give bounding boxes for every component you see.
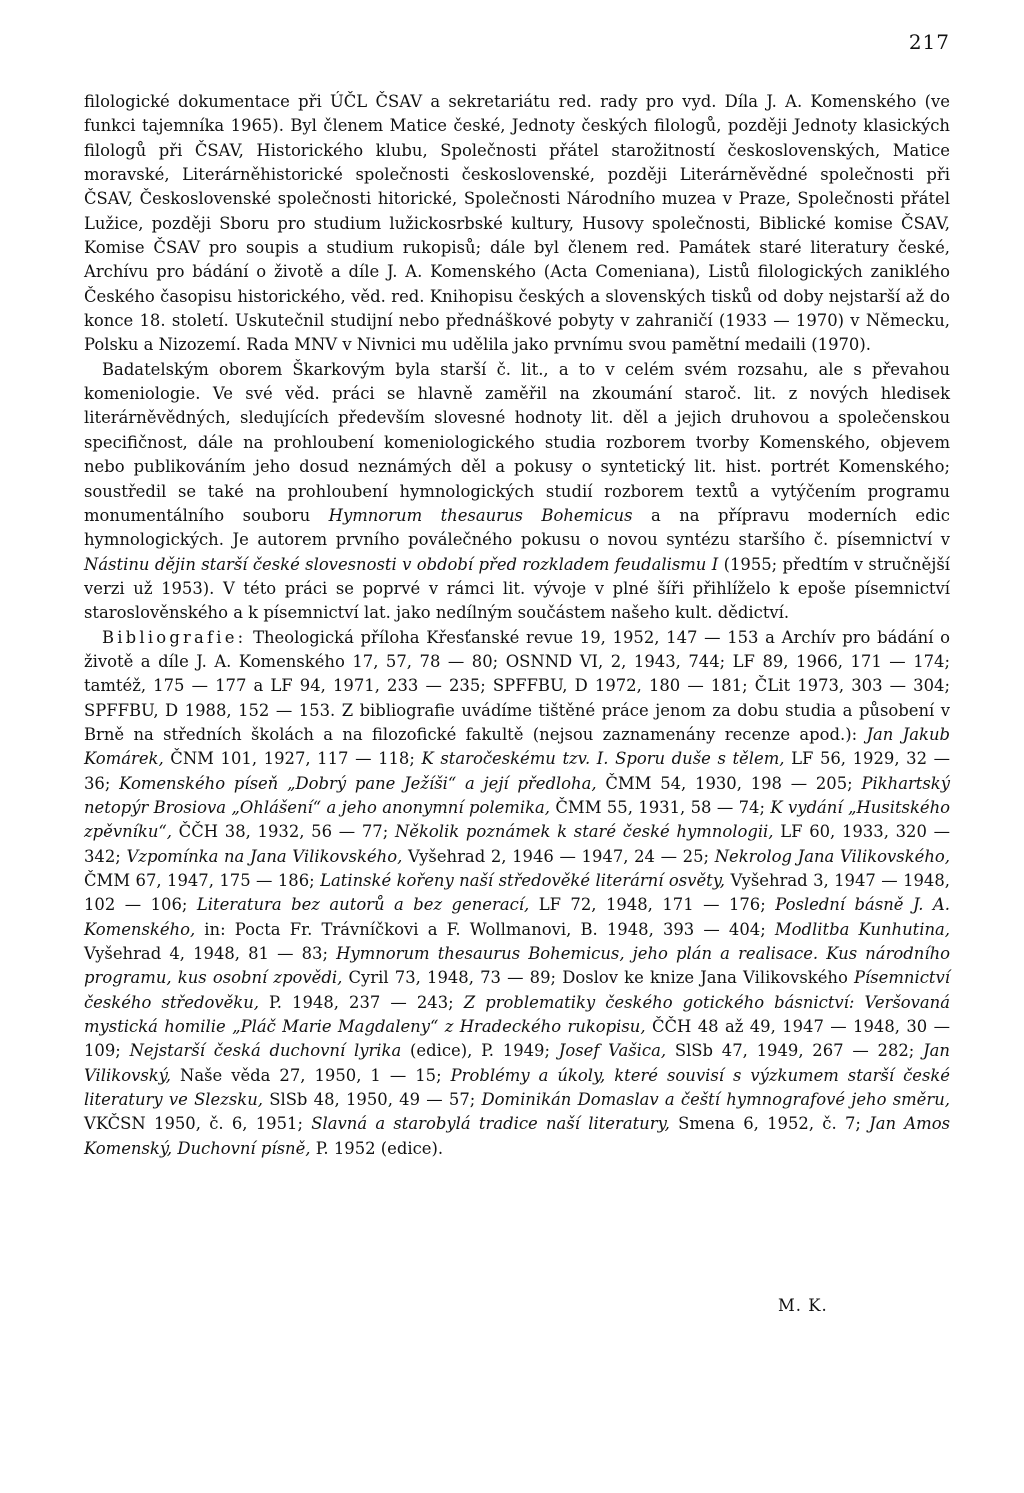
- body-text: [84, 90, 950, 1161]
- italic-title-run: Nejstarší česká duchovní lyrika: [129, 1041, 402, 1061]
- italic-title-run: Literatura bez autorů a bez generací,: [196, 895, 530, 915]
- italic-title-run: Hymnorum thesaurus Bohemicus: [328, 505, 633, 525]
- italic-title-run: Jan Vilikovský,: [84, 1041, 950, 1085]
- text-run: a na přípravu moderních edic hymnologických. Je autorem prvního poválečného pokusu o novou syntézu staršího č. písemnictví v: [84, 505, 950, 550]
- text-run: Vyšehrad 2, 1946 — 1947, 24 — 25;: [402, 846, 715, 866]
- text-run: Smena 6, 1952, č. 7;: [669, 1114, 870, 1134]
- italic-title-run: K vydání „Husitského zpěvníku“,: [84, 797, 951, 842]
- text-run: (1955; předtím v stručnější verzi už 1953). V této práci se poprvé v rámci lit. vývoje v plné šíři přihlíželo k epoše písemnictví staroslověnského a k písemnictví lat. jako nedílným součástem našeho kult. dědictví.: [84, 554, 950, 623]
- text-run: (edice), P. 1949;: [401, 1041, 559, 1061]
- italic-title-run: Latinské kořeny naší středověké literární osvěty,: [320, 871, 726, 890]
- paragraph-research: [84, 358, 950, 626]
- text-run: ČČH 48 až 49, 1947 — 1948, 30 — 109;: [84, 1017, 950, 1061]
- text-run: LF 56, 1929, 32 — 36;: [84, 749, 950, 793]
- text-run: VKČSN 1950, č. 6, 1951;: [84, 1114, 312, 1134]
- italic-title-run: Josef Vašica,: [558, 1041, 667, 1061]
- italic-title-run: Dominikán Domaslav a čeští hymnografové jeho směru,: [481, 1090, 950, 1110]
- author-signature: M. K.: [778, 1296, 828, 1315]
- text-run: Theologická příloha Křesťanské revue 19, 1952, 147 — 153 a Archív pro bádání o životě a díle J. A. Komenského 17, 57, 78 — 80; OSNND VI, 2, 1943, 744; LF 89, 1966, 171 — 174; tamtéž, 175 — 177 a LF 94, 1971, 233 — 235; SPFFBU, D 1972, 180 — 181; ČLit 1973, 303 — 304; SPFFBU, D 1988, 152 — 153. Z bibliografie uvádíme tištěné práce jenom za dobu studia a působení v Brně na středních školách a na filozofické fakultě (nejsou zaznamenány recenze apod.):: [84, 627, 950, 744]
- text-run: ČMM 67, 1947, 175 — 186;: [84, 871, 321, 890]
- text-run: in: Pocta Fr. Trávníčkovi a F. Wollmanovi, B. 1948, 393 — 404;: [195, 919, 775, 939]
- italic-title-run: Písemnictví českého středověku,: [84, 968, 950, 1012]
- italic-title-run: Vzpomínka na Jana Vilikovského,: [126, 846, 403, 866]
- text-run: P. 1948, 237 — 243;: [258, 992, 464, 1012]
- italic-title-run: Jan Jakub Komárek,: [84, 724, 950, 769]
- text-run: LF 72, 1948, 171 — 176;: [529, 895, 776, 915]
- text-run: Vyšehrad 3, 1947 — 1948, 102 — 106;: [84, 871, 950, 915]
- text-run: filologické dokumentace při ÚČL ČSAV a sekretariátu red. rady pro vyd. Díla J. A. Komenského (ve funkci tajemníka 1965). Byl členem Matice české, Jednoty českých filologů, později Jednoty klasických filologů při ČSAV, Historického klubu, Společnosti přátel starožitností československých, Matice moravské, Literárněhistorické společnosti československé, později Literárněvědné společnosti při ČSAV, Československé společnosti hitorické, Společnosti Národního muzea v Praze, Společnosti přátel Lužice, později Sboru pro studium lužickosrbské kultury, Husovy společnosti, Biblické komise ČSAV, Komise ČSAV pro soupis a studium rukopisů; dále byl členem red. Památek staré literatury české, Archívu pro bádání o životě a díle J. A. Komenského (Acta Comeniana), Listů filologických zaniklého Českého časopisu historického, věd. red. Knihopisu českých a slovenských tisků od doby nejstarší až do konce 18. století. Uskutečnil studijní nebo přednáškové pobyty v zahraničí (1933 — 1970) v Německu, Polsku a Nizozemí. Rada MNV v Nivnici mu udělila jako prvnímu svou pamětní medaili (1970).: [84, 92, 950, 355]
- italic-title-run: Modlitba Kunhutina,: [774, 919, 950, 939]
- italic-title-run: Poslední básně J. A. Komenského,: [84, 895, 950, 939]
- text-run: SlSb 47, 1949, 267 — 282;: [666, 1041, 924, 1061]
- text-run: P. 1952 (edice).: [310, 1138, 444, 1158]
- text-run: LF 60, 1933, 320 — 342;: [84, 822, 950, 866]
- text-run: ČČH 38, 1932, 56 — 77;: [171, 822, 395, 842]
- italic-title-run: Hymnorum thesaurus Bohemicus, jeho plán a realisace. Kus národního programu, kus osobní zpovědi,: [84, 944, 950, 988]
- paragraph-memberships: [84, 90, 950, 358]
- italic-title-run: Jan Amos Komenský, Duchovní písně,: [84, 1114, 950, 1158]
- text-run: Naše věda 27, 1950, 1 — 15;: [170, 1065, 451, 1085]
- italic-title-run: Několik poznámek k staré české hymnologii,: [394, 822, 774, 842]
- text-run: ČNM 101, 1927, 117 — 118;: [163, 749, 422, 769]
- italic-title-run: Komenského píseň „Dobrý pane Ježíši“ a její předloha,: [119, 773, 597, 793]
- text-run: Badatelským oborem Škarkovým byla starší č. lit., a to v celém svém rozsahu, ale s převahou komeniologie. Ve své věd. práci se hlavně zaměřil na zkoumání staroč. lit. z nových hledisek literárněvědných, sledujících především slovesné hodnoty lit. děl a jejich druhovou a společenskou specifičnost, dále na prohloubení komeniologického studia rozborem tvorby Komenského, objevem nebo publikováním jeho dosud neznámých děl a pokusy o syntetický lit. hist. portrét Komenského; soustředil se také na prohloubení hymnologických studií rozborem textů a vytýčením programu monumentálního souboru: [84, 359, 950, 525]
- page-number: 217: [908, 30, 950, 54]
- italic-title-run: Nástinu dějin starší české slovesnosti v období před rozkladem feudalismu I: [84, 554, 719, 574]
- bibliography-heading: Bibliografie:: [102, 627, 247, 647]
- text-run: ČMM 54, 1930, 198 — 205;: [596, 773, 862, 793]
- italic-title-run: K staročeskému tzv. I. Sporu duše s tělem,: [421, 749, 785, 769]
- text-run: Cyril 73, 1948, 73 — 89; Doslov ke knize Jana Vilikovského: [342, 968, 854, 988]
- italic-title-run: Nekrolog Jana Vilikovského,: [714, 846, 950, 866]
- text-run: SlSb 48, 1950, 49 — 57;: [262, 1090, 482, 1110]
- italic-title-run: Pikhartský netopýr Brosiova „Ohlášení“ a jeho anonymní polemika,: [84, 773, 950, 817]
- paragraph-bibliography: [84, 626, 950, 1162]
- italic-title-run: Slavná a starobylá tradice naší literatury,: [311, 1114, 670, 1134]
- text-run: ČMM 55, 1931, 58 — 74;: [550, 797, 771, 817]
- italic-title-run: Z problematiky českého gotického básnictví: Veršovaná mystická homilie „Pláč Marie Magdaleny“ z Hradeckého rukopisu,: [84, 992, 951, 1037]
- italic-title-run: Problémy a úkoly, které souvisí s výzkumem starší české literatury ve Slezsku,: [84, 1065, 950, 1110]
- text-run: Vyšehrad 4, 1948, 81 — 83;: [84, 944, 337, 964]
